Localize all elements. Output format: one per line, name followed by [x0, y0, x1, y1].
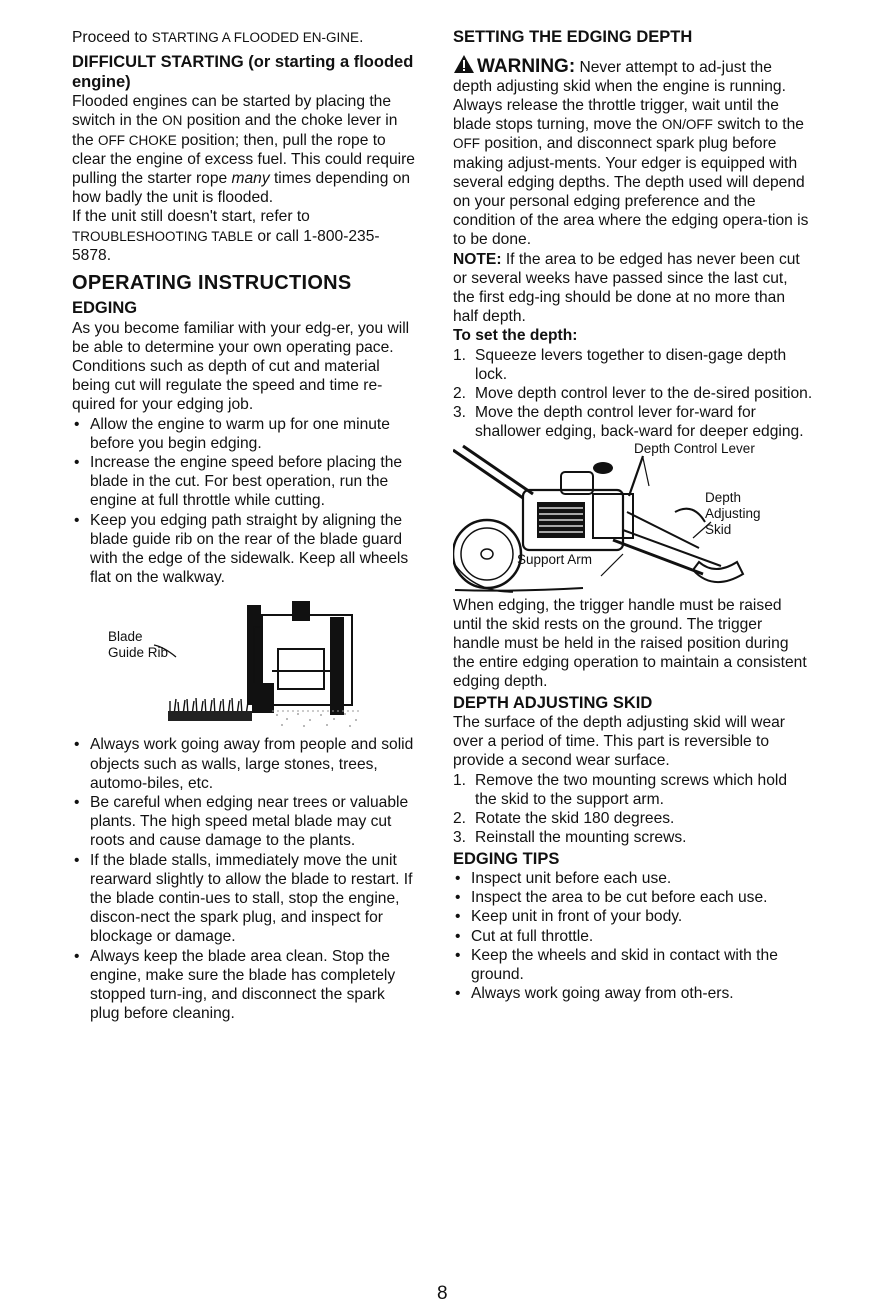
edging-tips-heading: EDGING TIPS	[453, 849, 560, 868]
skid-label: Skid	[705, 521, 732, 537]
list-item: 1. Remove the two mounting screws which hold the skid to the support arm.	[453, 771, 788, 808]
list-item: 2. Rotate the skid 180 degrees.	[453, 810, 675, 828]
edging-tips-list	[453, 869, 813, 1003]
list-item: 3. Move the depth control lever for-ward for shallower edging, back-ward for deeper edging.	[453, 404, 804, 441]
operating-instructions-heading: OPERATING INSTRUCTIONS	[72, 272, 352, 295]
warning-triangle-icon	[453, 54, 475, 74]
list-item: • Inspect unit before each use.	[453, 869, 813, 888]
guide-rib-label: Guide Rib	[108, 645, 169, 661]
adjusting-label: Adjusting	[705, 505, 761, 521]
list-item: 2. Move depth control lever to the de-sired position.	[453, 384, 813, 402]
skid-steps	[453, 771, 813, 848]
list-item: • Cut at full throttle.	[453, 927, 813, 946]
right-column	[453, 28, 813, 1003]
edger-rear-illustration	[72, 587, 416, 735]
flooded-engine-paragraph: Flooded engines can be started by placing the switch in the ON position and the choke lever in the OFF CHOKE position; then, pull the rope to clear the engine of excess fuel. This could require pulling the starter rope many times depending on how badly the unit is flooded.	[72, 93, 415, 207]
list-item: • Keep you edging path straight by aligning the blade guide rib on the rear of the blade guard with the edge of the sidewalk. Keep all wheels flat on the walkway.	[72, 511, 416, 588]
left-column	[72, 28, 416, 1023]
troubleshooting-paragraph: If the unit still doesn't start, refer to TROUBLESHOOTING TABLE or call 1-800-235-5878.	[72, 208, 380, 264]
list-item: • Increase the engine speed before placing the blade in the cut. For best operation, run the engine at full throttle while cutting.	[72, 453, 416, 511]
list-item: • Always keep the blade area clean. Stop the engine, make sure the blade has completely stopped turn-ing, and disconnect the spark plug before cleaning.	[72, 947, 416, 1024]
depth-label: Depth	[705, 489, 742, 505]
list-item: 1. Squeeze levers together to disen-gage depth lock.	[453, 346, 787, 383]
list-item: 3. Reinstall the mounting screws.	[453, 829, 687, 847]
to-set-depth-heading: To set the depth:	[453, 327, 578, 345]
warning-paragraph: WARNING: Never attempt to ad-just the depth adjusting skid when the engine is running. Always release the throttle trigger, wait until the blade stops turning, move the ON/OFF switch to the OFF position, and disconnect spark plug before making adjust-ments. Your edger is equipped with several edging depths. The depth used will depend on your personal edging preference and the condition of the area where the edging opera-tion is to be done.	[453, 55, 809, 249]
blade-guide-rib-figure	[72, 587, 416, 735]
blade-label: Blade	[108, 629, 143, 645]
list-item: • Be careful when edging near trees or valuable plants. The high speed metal blade may cut roots and cause damage to the plants.	[72, 793, 416, 851]
edging-heading: EDGING	[72, 299, 138, 318]
list-item: • If the blade stalls, immediately move the unit rearward slightly to allow the blade to restart. If the blade contin-ues to stall, stop the engine, discon-nect the spark plug, and inspect for blockage or damage.	[72, 851, 416, 947]
set-depth-steps	[453, 346, 813, 442]
depth-control-figure	[453, 442, 813, 596]
intro-paragraph: Proceed to STARTING A FLOODED EN-GINE.	[72, 29, 364, 46]
depth-control-lever-label: Depth Control Lever	[634, 440, 755, 456]
edging-bullet-list	[72, 415, 416, 588]
depth-skid-paragraph: The surface of the depth adjusting skid will wear over a period of time. This part is reversible to provide a second wear surface.	[453, 714, 785, 770]
list-item: • Keep unit in front of your body.	[453, 907, 813, 926]
list-item: • Always work going away from oth-ers.	[453, 984, 813, 1003]
list-item: • Always work going away from people and solid objects such as walls, large stones, trees, automo-biles, etc.	[72, 735, 416, 793]
list-item: • Inspect the area to be cut before each use.	[453, 888, 813, 907]
list-item: • Allow the engine to warm up for one minute before you begin edging.	[72, 415, 416, 453]
difficult-starting-heading: DIFFICULT STARTING (or starting a flooded engine)	[72, 53, 414, 91]
page-number: 8	[437, 1283, 448, 1304]
edging-paragraph: As you become familiar with your edg-er, you will be able to determine your own operating pace. Conditions such as depth of cut and material being cut will regulate the speed and time re-quired for your edging job.	[72, 319, 410, 414]
note-paragraph: NOTE: If the area to be edged has never been cut or several weeks have passed since the last cut, the first edg-ing should be done at no more than half depth.	[453, 250, 800, 326]
support-arm-label: Support Arm	[517, 551, 593, 567]
when-edging-paragraph: When edging, the trigger handle must be raised until the skid rests on the ground. The trigger handle must be held in the raised position during the entire edging operation to maintain a consistent edging depth.	[453, 596, 807, 691]
safety-bullet-list	[72, 735, 416, 1023]
list-item: • Keep the wheels and skid in contact with the ground.	[453, 946, 813, 984]
setting-depth-heading: SETTING THE EDGING DEPTH	[453, 28, 693, 46]
depth-adjusting-skid-heading: DEPTH ADJUSTING SKID	[453, 693, 653, 712]
